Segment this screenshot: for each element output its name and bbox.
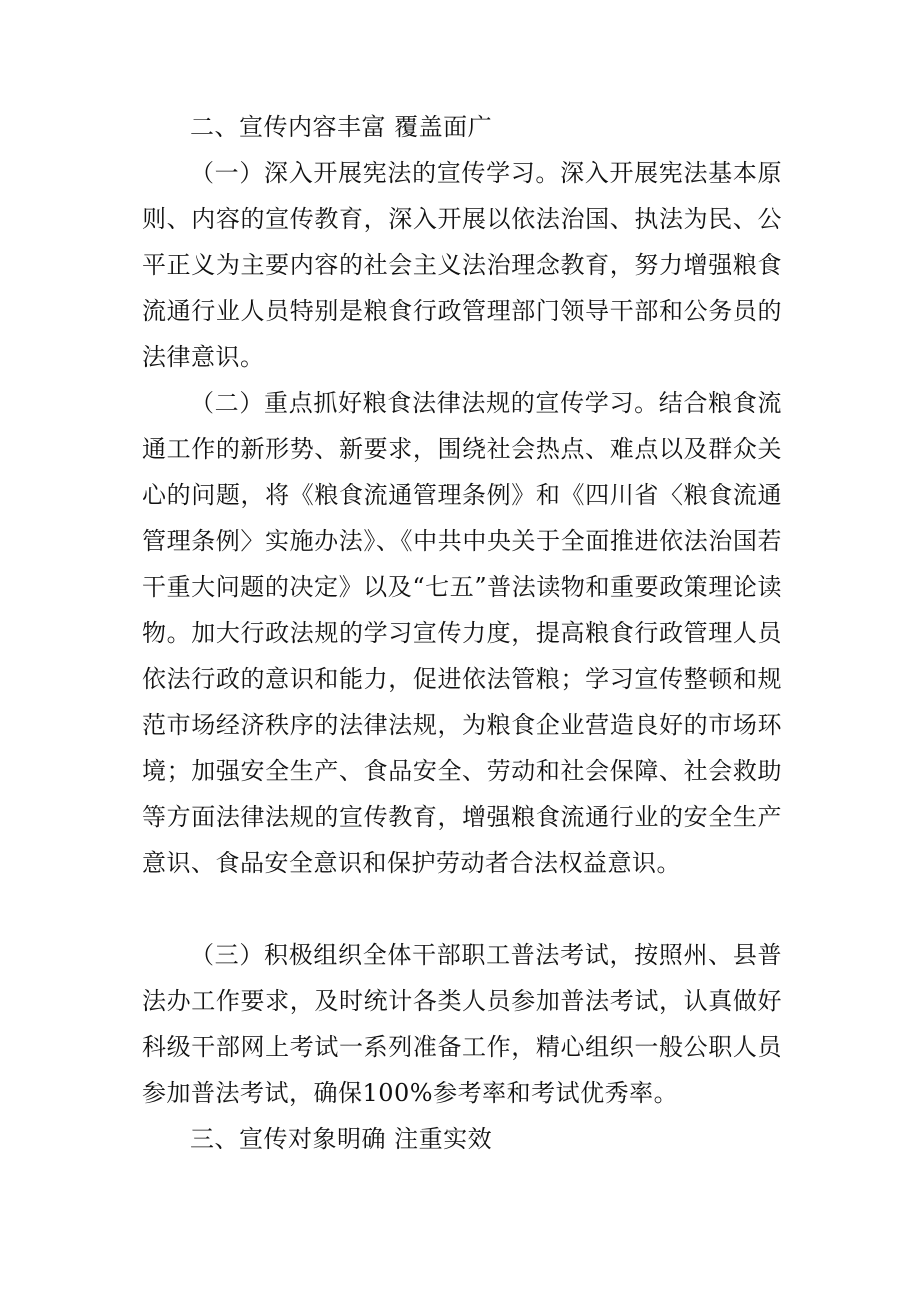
paragraph-constitution-study: （一）深入开展宪法的宣传学习。深入开展宪法基本原则、内容的宣传教育，深入开展以依法治国、执法为民、公平正义为主要内容的社会主义法治理念教育，努力增强粮食流通行业人员特别是粮食行政管理部门领导干部和公务员的法律意识。 <box>142 159 782 371</box>
section-heading-3: 三、宣传对象明确 注重实效 <box>190 1125 493 1153</box>
paragraph-grain-law-study: （二）重点抓好粮食法律法规的宣传学习。结合粮食流通工作的新形势、新要求，围绕社会热点、难点以及群众关心的问题，将《粮食流通管理条例》和《四川省〈粮食流通管理条例〉实施办法》、《中共中央关于全面推进依法治国若干重大问题的决定》以及“七五”普法读物和重要政策理论读物。加大行政法规的学习宣传力度，提高粮食行政管理人员依法行政的意识和能力，促进依法管粮；学习宣传整顿和规范市场经济秩序的法律法规，为粮食企业营造良好的市场环境；加强安全生产、食品安全、劳动和社会保障、社会救助等方面法律法规的宣传教育，增强粮食流通行业的安全生产意识、食品安全意识和保护劳动者合法权益意识。 <box>142 389 782 877</box>
paragraph-law-exam: （三）积极组织全体干部职工普法考试，按照州、县普法办工作要求，及时统计各类人员参加普法考试，认真做好科级干部网上考试一系列准备工作，精心组织一般公职人员参加普法考试，确保100%参考率和考试优秀率。 <box>142 941 782 1107</box>
section-heading-2: 二、宣传内容丰富 覆盖面广 <box>190 113 493 141</box>
